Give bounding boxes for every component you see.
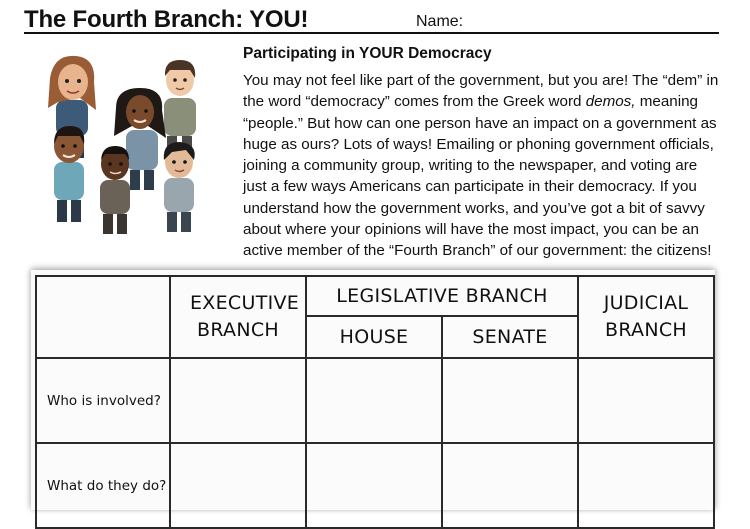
- intro-emphasis: demos,: [585, 93, 636, 111]
- section-subtitle: Participating in YOUR Democracy: [243, 45, 492, 62]
- executive-branch-label: EXECUTIVE BRANCH: [190, 292, 300, 341]
- answer-cell-house-what[interactable]: [306, 443, 442, 528]
- answer-cell-senate-what[interactable]: [442, 443, 578, 528]
- row-label-what: What do they do?: [36, 443, 170, 528]
- row-label-who: Who is involved?: [36, 358, 170, 443]
- judicial-branch-header: [578, 276, 714, 358]
- table-corner-cell: [36, 276, 170, 358]
- name-line[interactable]: [24, 32, 719, 34]
- senate-header: SENATE: [442, 316, 578, 358]
- branches-table: [35, 275, 715, 529]
- page-title: The Fourth Branch: YOU!: [24, 6, 309, 33]
- house-header: HOUSE: [306, 316, 442, 358]
- intro-text-1: You may not feel like part of the government, but you are! The “dem” in the word “democracy” comes from the Greek word: [243, 72, 719, 111]
- citizen-figure: [100, 146, 130, 234]
- answer-cell-judicial-what[interactable]: [578, 443, 714, 528]
- citizen-figure: [54, 126, 84, 222]
- legislative-branch-header: LEGISLATIVE BRANCH: [306, 276, 578, 316]
- citizen-figure: [164, 142, 195, 232]
- intro-paragraph: [243, 70, 723, 262]
- answer-cell-judicial-who[interactable]: [578, 358, 714, 443]
- group-of-citizens-illustration: [36, 52, 216, 237]
- executive-branch-header: [170, 276, 306, 358]
- intro-text-2: meaning “people.” But how can one person have an impact on a government as huge as ours? Lots of ways! Emailing or phoning government officials, joining a community group, writing to the newspaper, and voting are just a few ways Americans can participate in their democracy. If you understand how the government works, and you’ve got a bit of savvy about where your opinions will have the most impact, you can be an active member of the “Fourth Branch” of our government: the citizens!: [243, 93, 717, 260]
- judicial-branch-label: JUDICIAL BRANCH: [603, 292, 689, 341]
- answer-cell-executive-what[interactable]: [170, 443, 306, 528]
- answer-cell-executive-who[interactable]: [170, 358, 306, 443]
- name-label: Name:: [416, 13, 464, 30]
- answer-cell-senate-who[interactable]: [442, 358, 578, 443]
- answer-cell-house-who[interactable]: [306, 358, 442, 443]
